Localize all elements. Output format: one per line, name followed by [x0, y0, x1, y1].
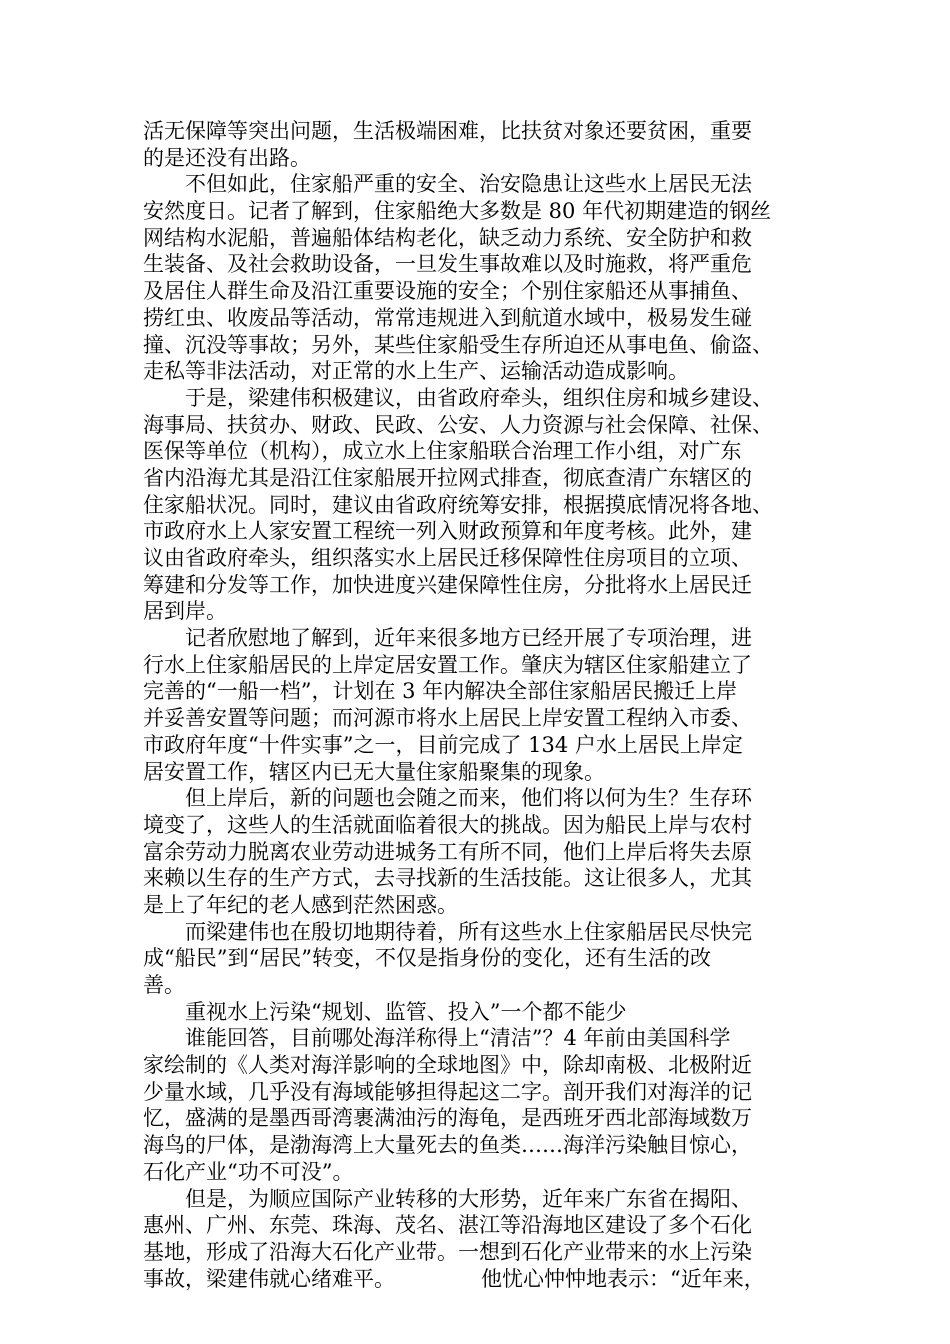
text-line: 石化产业“功不可没”。: [143, 1159, 354, 1184]
text-line: 市政府水上人家安置工程统一列入财政预算和年度考核。此外，建: [143, 519, 752, 544]
text-line-left: 事故，梁建伟就心绪难平。: [143, 1266, 395, 1291]
text-line: 安然度日。记者了解到，住家船绝大多数是 80 年代初期建造的钢丝: [143, 199, 772, 224]
text-line: 居安置工作，辖区内已无大量住家船聚集的现象。: [143, 759, 605, 784]
text-line: 海鸟的尸体，是渤海湾上大量死去的鱼类……海洋污染触目惊心，: [143, 1133, 752, 1158]
paragraph: [143, 171, 791, 385]
paragraph: [143, 1186, 791, 1293]
text-line: 及居住人群生命及沿江重要设施的安全；个别住家船还从事捕鱼、: [143, 279, 752, 304]
text-line: 家绘制的《人类对海洋影响的全球地图》中，除却南极、北极附近: [143, 1053, 752, 1078]
paragraph: [143, 118, 791, 171]
text-line: 谁能回答，目前哪处海洋称得上“清洁”？4 年前由美国科学: [185, 1026, 731, 1051]
text-line: 海事局、扶贫办、财政、民政、公安、人力资源与社会保障、社保、: [143, 412, 773, 437]
paragraph: [143, 785, 791, 918]
text-line: 居到岸。: [143, 599, 227, 624]
paragraph: [143, 919, 791, 999]
document-page: [143, 118, 791, 1292]
text-line: 来赖以生存的生产方式，去寻找新的生活技能。这让很多人，尤其: [143, 866, 752, 891]
paragraph: [143, 385, 791, 625]
text-line: [143, 1266, 791, 1293]
text-line: 撞、沉没等事故；另外，某些住家船受生存所迫还从事电鱼、偷盗、: [143, 332, 773, 357]
text-line: 基地，形成了沿海大石化产业带。一想到石化产业带来的水上污染: [143, 1239, 752, 1264]
text-line-right: 他忧心忡忡地表示：“近年来，: [481, 1266, 765, 1291]
text-line: 医保等单位（机构），成立水上住家船联合治理工作小组，对广东: [143, 439, 742, 464]
text-line: 记者欣慰地了解到，近年来很多地方已经开展了专项治理，进: [185, 626, 752, 651]
text-line: 富余劳动力脱离农业劳动进城务工有所不同，他们上岸后将失去原: [143, 839, 752, 864]
paragraph: [143, 625, 791, 785]
text-line: 省内沿海尤其是沿江住家船展开拉网式排查，彻底查清广东辖区的: [143, 465, 752, 490]
text-line: 于是，梁建伟积极建议，由省政府牵头，组织住房和城乡建设、: [185, 385, 773, 410]
text-line: 而梁建伟也在殷切地期待着，所有这些水上住家船居民尽快完: [185, 919, 752, 944]
text-line: 惠州、广州、东莞、珠海、茂名、湛江等沿海地区建设了多个石化: [143, 1213, 752, 1238]
text-line: 忆，盛满的是墨西哥湾裹满油污的海龟，是西班牙西北部海域数万: [143, 1106, 752, 1131]
text-line: 是上了年纪的老人感到茫然困惑。: [143, 892, 458, 917]
text-line: 但是，为顺应国际产业转移的大形势，近年来广东省在揭阳、: [185, 1186, 752, 1211]
paragraph: [143, 1025, 791, 1185]
text-line: 完善的“一船一档”，计划在 3 年内解决全部住家船居民搬迁上岸: [143, 679, 738, 704]
heading-line: 重视水上污染“规划、监管、投入”一个都不能少: [185, 999, 627, 1024]
text-line: 捞红虫、收废品等活动，常常违规进入到航道水域中，极易发生碰: [143, 305, 752, 330]
text-line: 行水上住家船居民的上岸定居安置工作。肇庆为辖区住家船建立了: [143, 652, 752, 677]
text-line: 网结构水泥船，普遍船体结构老化，缺乏动力系统、安全防护和救: [143, 225, 752, 250]
text-line: 议由省政府牵头，组织落实水上居民迁移保障性住房项目的立项、: [143, 546, 752, 570]
text-line: 的是还没有出路。: [143, 145, 311, 170]
text-line: 住家船状况。同时，建议由省政府统筹安排，根据摸底情况将各地、: [143, 492, 773, 517]
text-line: 少量水域，几乎没有海域能够担得起这二字。剖开我们对海洋的记: [143, 1079, 752, 1104]
text-line: 走私等非法活动，对正常的水上生产、运输活动造成影响。: [143, 359, 689, 384]
text-line: 但上岸后，新的问题也会随之而来，他们将以何为生？生存环: [185, 786, 752, 811]
text-line: 善。: [143, 973, 185, 997]
section-heading: [143, 999, 791, 1026]
text-line: 筹建和分发等工作，加快进度兴建保障性住房，分批将水上居民迁: [143, 572, 752, 597]
text-line: 活无保障等突出问题，生活极端困难，比扶贫对象还要贫困，重要: [143, 119, 752, 143]
text-line: 并妥善安置等问题；而河源市将水上居民上岸安置工程纳入市委、: [143, 706, 752, 731]
text-line: 市政府年度“十件实事”之一，目前完成了 134 户水上居民上岸定: [143, 732, 743, 757]
text-line: 境变了，这些人的生活就面临着很大的挑战。因为船民上岸与农村: [143, 812, 752, 837]
text-line: 不但如此，住家船严重的安全、治安隐患让这些水上居民无法: [185, 172, 752, 197]
text-line: 生装备、及社会救助设备，一旦发生事故难以及时施救，将严重危: [143, 252, 752, 277]
text-line: 成“船民”到“居民”转变，不仅是指身份的变化，还有生活的改: [143, 946, 711, 971]
